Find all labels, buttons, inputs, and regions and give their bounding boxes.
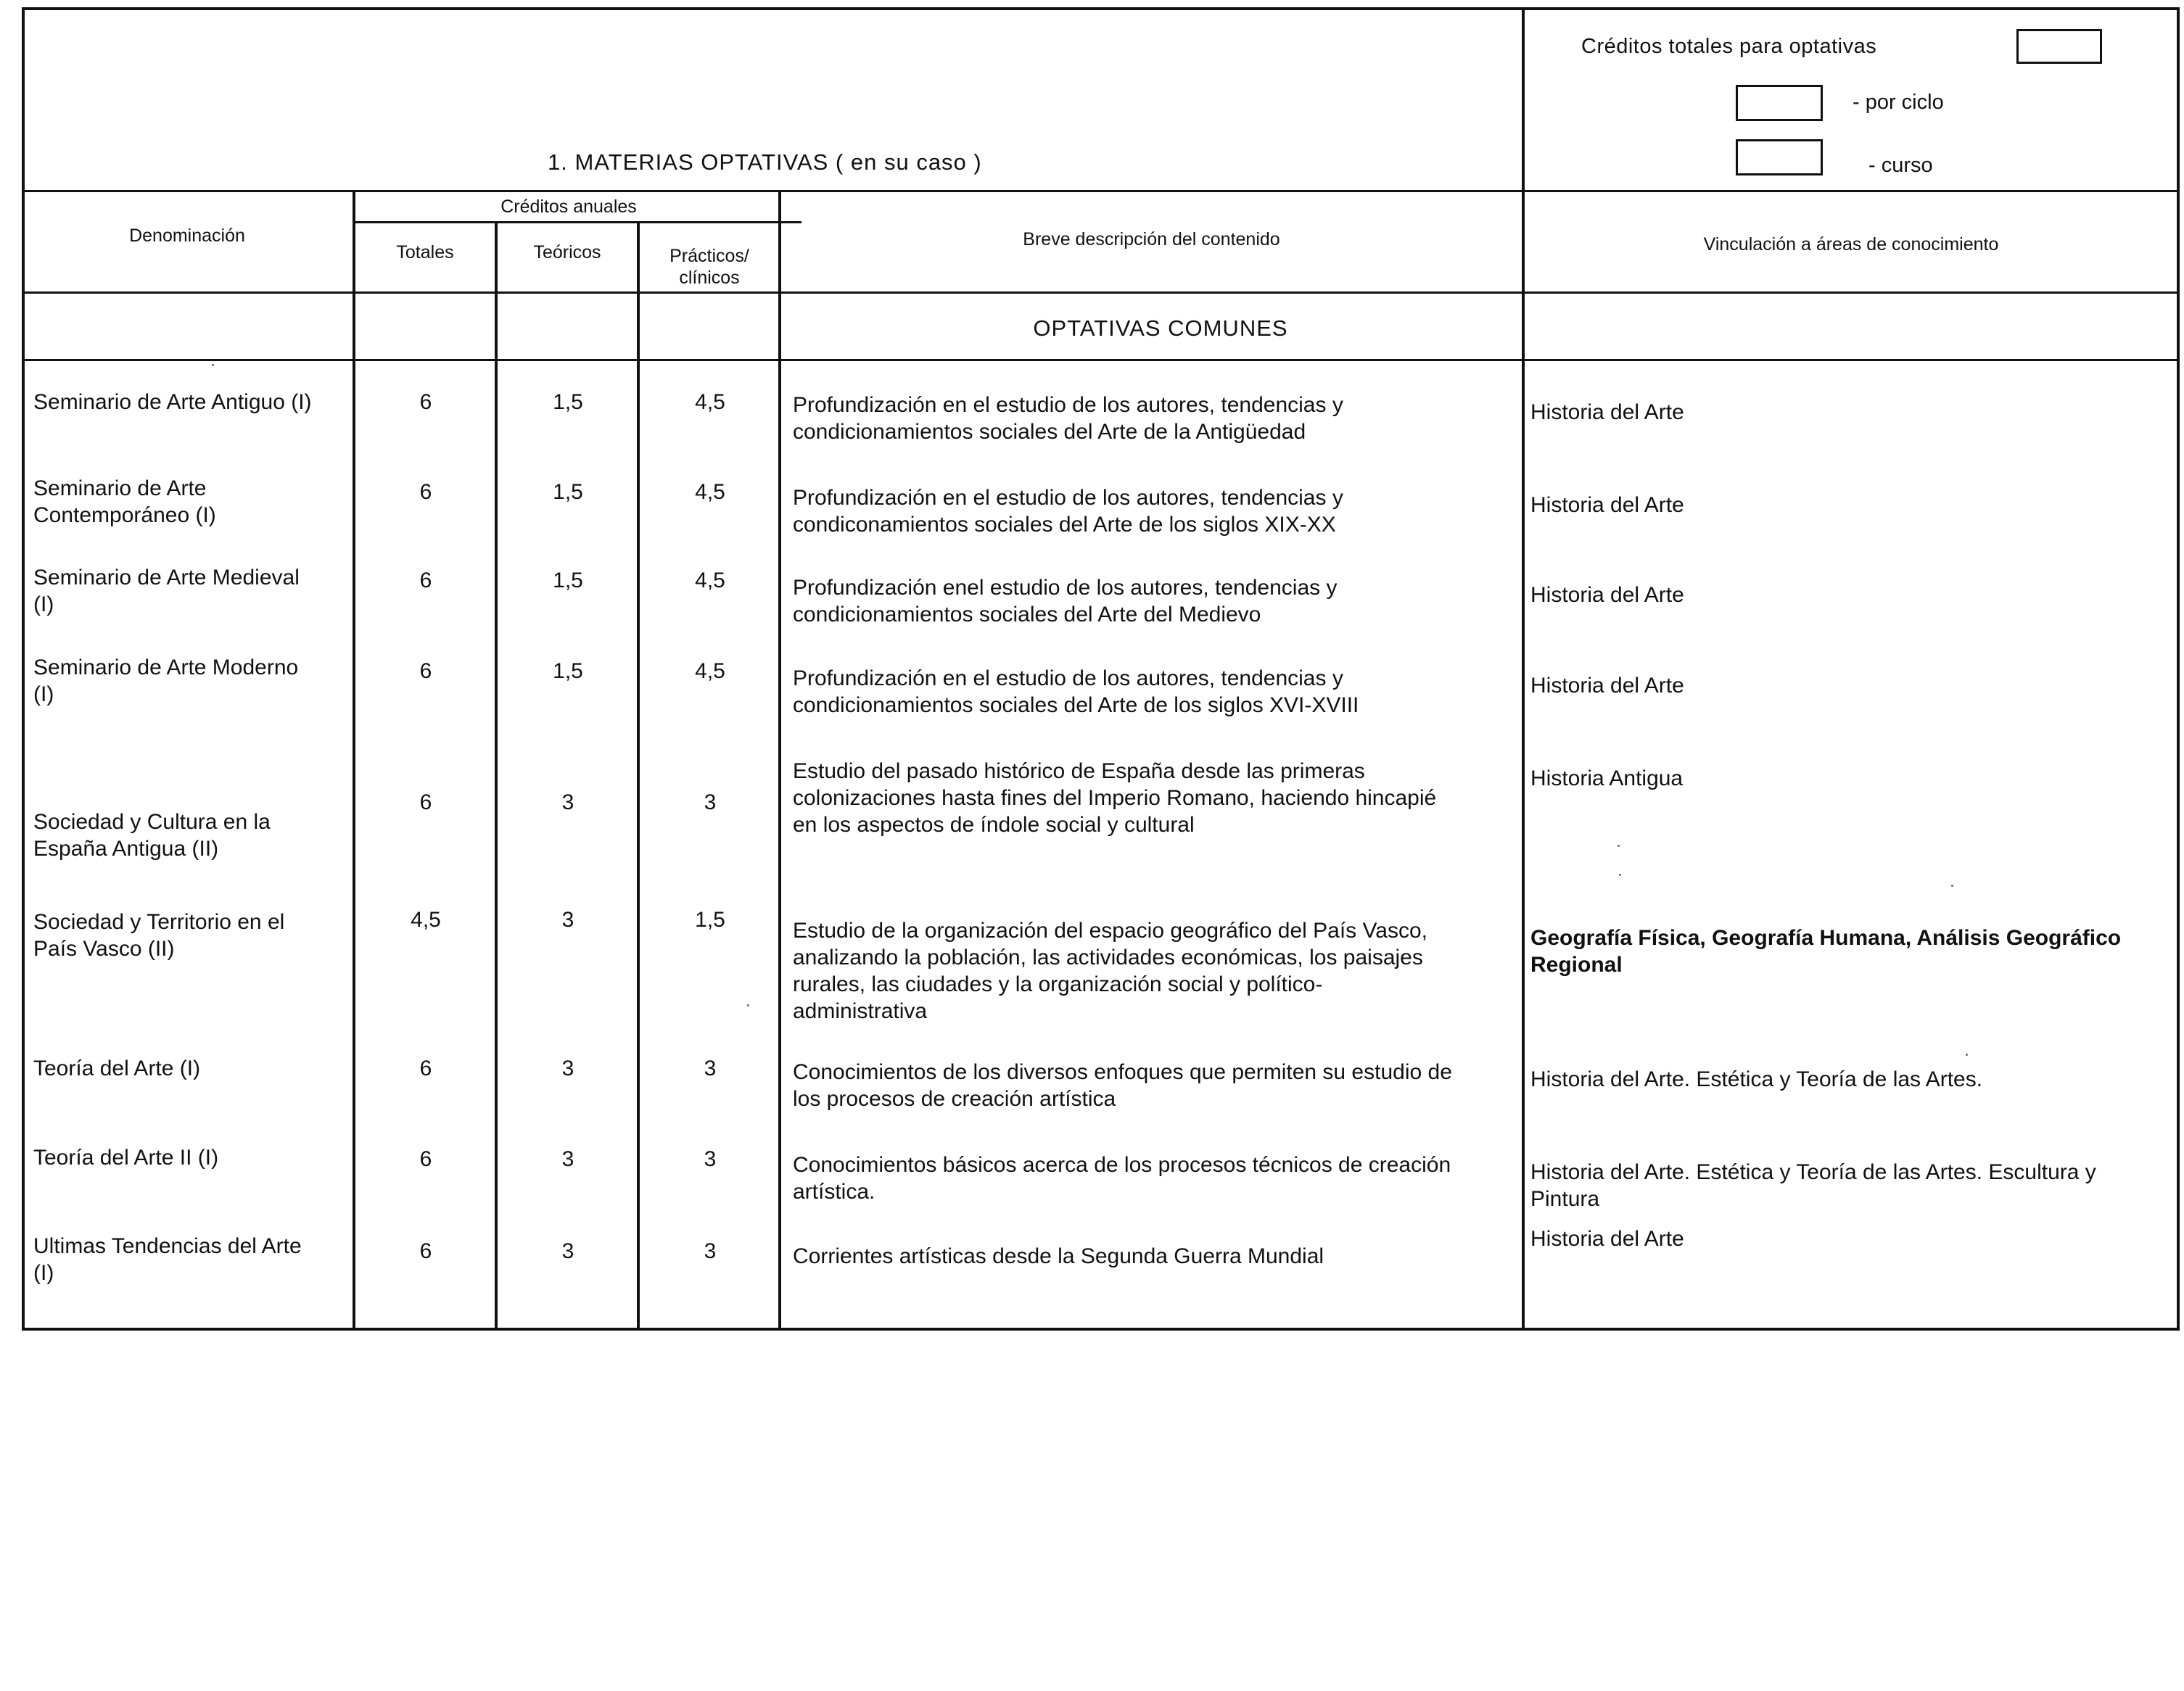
row-denominacion bbox=[33, 1055, 353, 1082]
form-title: 1. MATERIAS OPTATIVAS ( en su caso ) bbox=[548, 149, 982, 175]
header-totales: Totales bbox=[396, 242, 454, 262]
row-denominacion bbox=[33, 389, 353, 415]
row-practicos: 3 bbox=[704, 1239, 717, 1263]
row-vinculacion bbox=[1530, 1225, 2169, 1252]
row-denominacion bbox=[33, 475, 353, 529]
row-teoricos: 1,5 bbox=[553, 569, 583, 592]
course-box[interactable] bbox=[1736, 139, 1823, 175]
row-descripcion bbox=[793, 392, 1540, 445]
row-vinculacion-line: Historia del Arte bbox=[1530, 400, 1684, 424]
row-descripcion bbox=[793, 1059, 1540, 1112]
course-label: - curso bbox=[1868, 154, 1933, 177]
row-descripcion bbox=[793, 484, 1540, 538]
row-denominacion-line: Contemporáneo (I) bbox=[33, 503, 216, 527]
row-totales: 6 bbox=[419, 659, 432, 683]
scan-speck bbox=[1966, 1054, 1968, 1056]
row-vinculacion-line: Pintura bbox=[1530, 1187, 1600, 1211]
row-descripcion-line: los procesos de creación artística bbox=[793, 1087, 1116, 1111]
header-denominacion: Denominación bbox=[129, 226, 245, 246]
col-rule-2 bbox=[495, 221, 498, 1331]
row-descripcion-line: colonizaciones hasta fines del Imperio Romano, haciendo hincapié bbox=[793, 786, 1437, 810]
row-practicos: 3 bbox=[704, 1057, 717, 1080]
row-denominacion-line: Seminario de Arte Antiguo (I) bbox=[33, 390, 312, 414]
row-denominacion-line: Ultimas Tendencias del Arte bbox=[33, 1234, 302, 1258]
header-teoricos: Teóricos bbox=[533, 242, 601, 262]
row-vinculacion bbox=[1530, 492, 2169, 518]
rule-below-section bbox=[22, 359, 2180, 361]
header-practicos-line1: Prácticos/ bbox=[669, 246, 749, 266]
per-cycle-label: - por ciclo bbox=[1853, 91, 1944, 114]
col-rule-3 bbox=[637, 221, 640, 1331]
row-descripcion-line: en los aspectos de índole social y cultural bbox=[793, 813, 1195, 837]
row-descripcion bbox=[793, 665, 1540, 719]
row-denominacion-line: Seminario de Arte Moderno bbox=[33, 656, 299, 679]
row-denominacion-line: España Antigua (II) bbox=[33, 837, 219, 861]
row-denominacion bbox=[33, 909, 353, 962]
row-totales: 6 bbox=[419, 569, 432, 592]
row-totales: 6 bbox=[419, 390, 432, 414]
per-cycle-box[interactable] bbox=[1736, 85, 1823, 121]
row-denominacion-line: Teoría del Arte II (I) bbox=[33, 1146, 219, 1170]
scan-speck bbox=[212, 364, 214, 366]
row-vinculacion-line: Historia del Arte. Estética y Teoría de las Artes. Escultura y bbox=[1530, 1160, 2096, 1184]
row-descripcion-line: rurales, las ciudades y la organización social y político- bbox=[793, 972, 1323, 996]
row-denominacion bbox=[33, 1233, 353, 1286]
row-vinculacion bbox=[1530, 1066, 2169, 1093]
row-teoricos: 3 bbox=[561, 908, 574, 932]
row-practicos: 3 bbox=[704, 1147, 717, 1171]
row-descripcion-line: Estudio de la organización del espacio geográfico del País Vasco, bbox=[793, 919, 1427, 943]
row-vinculacion bbox=[1530, 925, 2169, 978]
header-practicos-line2: clínicos bbox=[679, 268, 740, 288]
row-practicos: 1,5 bbox=[695, 908, 725, 932]
credits-total-label: Créditos totales para optativas bbox=[1581, 35, 1877, 58]
row-descripcion-line: artística. bbox=[793, 1180, 875, 1204]
row-vinculacion-line: Regional bbox=[1530, 953, 1623, 977]
row-descripcion-line: condicionamientos sociales del Arte del Medievo bbox=[793, 603, 1261, 627]
row-denominacion bbox=[33, 564, 353, 618]
rule-below-headers bbox=[22, 292, 2180, 294]
row-descripcion bbox=[793, 574, 1540, 628]
row-vinculacion-line: Geografía Física, Geografía Humana, Análisis Geográfico bbox=[1530, 926, 2122, 950]
row-totales: 4,5 bbox=[411, 908, 441, 932]
col-rule-1 bbox=[353, 190, 355, 1331]
row-descripcion-line: administrativa bbox=[793, 999, 928, 1023]
row-descripcion bbox=[793, 758, 1540, 838]
row-denominacion-line: Sociedad y Territorio en el bbox=[33, 910, 285, 934]
row-totales: 6 bbox=[419, 1057, 432, 1080]
row-denominacion-line: Seminario de Arte bbox=[33, 476, 207, 500]
row-vinculacion-line: Historia del Arte. Estética y Teoría de las Artes. bbox=[1530, 1067, 1983, 1091]
row-teoricos: 3 bbox=[561, 1239, 574, 1263]
scan-speck bbox=[1619, 874, 1621, 876]
row-teoricos: 3 bbox=[561, 1147, 574, 1171]
row-denominacion-line: Teoría del Arte (I) bbox=[33, 1057, 201, 1080]
row-vinculacion bbox=[1530, 1159, 2169, 1212]
row-vinculacion-line: Historia del Arte bbox=[1530, 674, 1684, 698]
row-vinculacion-line: Historia Antigua bbox=[1530, 766, 1684, 790]
row-descripcion bbox=[793, 917, 1540, 1025]
row-descripcion-line: condicionamientos sociales del Arte de los siglos XVI-XVIII bbox=[793, 693, 1359, 717]
row-vinculacion-line: Historia del Arte bbox=[1530, 1227, 1684, 1251]
row-vinculacion-line: Historia del Arte bbox=[1530, 583, 1684, 607]
row-totales: 6 bbox=[419, 790, 432, 814]
row-teoricos: 3 bbox=[561, 1057, 574, 1080]
row-practicos: 4,5 bbox=[695, 569, 725, 592]
row-teoricos: 1,5 bbox=[553, 480, 583, 504]
row-descripcion-line: Profundización enel estudio de los autores, tendencias y bbox=[793, 576, 1338, 600]
row-practicos: 3 bbox=[704, 790, 717, 814]
row-denominacion-line: Seminario de Arte Medieval bbox=[33, 566, 300, 590]
header-practicos bbox=[640, 245, 779, 289]
row-denominacion bbox=[33, 654, 353, 708]
row-descripcion bbox=[793, 1152, 1540, 1205]
row-totales: 6 bbox=[419, 1147, 432, 1171]
row-descripcion-line: Corrientes artísticas desde la Segunda Guerra Mundial bbox=[793, 1244, 1324, 1268]
row-practicos: 4,5 bbox=[695, 659, 725, 683]
row-descripcion-line: Estudio del pasado histórico de España desde las primeras bbox=[793, 759, 1365, 783]
scan-speck bbox=[1951, 885, 1953, 887]
credits-total-box[interactable] bbox=[2016, 29, 2102, 64]
scan-speck bbox=[1618, 845, 1620, 847]
row-descripcion-line: condicionamientos sociales del Arte de la Antigüedad bbox=[793, 420, 1306, 444]
row-descripcion bbox=[793, 1243, 1540, 1270]
row-teoricos: 1,5 bbox=[553, 390, 583, 414]
rule-credits-anuales bbox=[355, 221, 802, 223]
scan-speck bbox=[747, 1004, 749, 1006]
row-descripcion-line: Profundización en el estudio de los autores, tendencias y bbox=[793, 666, 1343, 690]
row-denominacion-line: País Vasco (II) bbox=[33, 937, 175, 961]
row-descripcion-line: Conocimientos de los diversos enfoques que permiten su estudio de bbox=[793, 1060, 1452, 1084]
header-creditos-anuales: Créditos anuales bbox=[500, 197, 637, 217]
row-descripcion-line: Conocimientos básicos acerca de los procesos técnicos de creación bbox=[793, 1153, 1451, 1177]
row-vinculacion-line: Historia del Arte bbox=[1530, 493, 1684, 517]
row-practicos: 4,5 bbox=[695, 480, 725, 504]
rule-below-title bbox=[22, 190, 2180, 192]
row-denominacion-line: Sociedad y Cultura en la bbox=[33, 810, 271, 834]
header-vinculacion: Vinculación a áreas de conocimiento bbox=[1703, 234, 1999, 255]
row-totales: 6 bbox=[419, 1239, 432, 1263]
row-teoricos: 1,5 bbox=[553, 659, 583, 683]
row-vinculacion bbox=[1530, 399, 2169, 426]
row-descripcion-line: analizando la población, las actividades económicas, los paisajes bbox=[793, 946, 1423, 969]
row-vinculacion bbox=[1530, 765, 2169, 792]
row-descripcion-line: condiconamientos sociales del Arte de los siglos XIX-XX bbox=[793, 513, 1336, 537]
row-denominacion-line: (I) bbox=[33, 682, 54, 706]
row-denominacion bbox=[33, 809, 353, 862]
row-totales: 6 bbox=[419, 480, 432, 504]
form-sheet bbox=[22, 7, 2180, 1331]
row-teoricos: 3 bbox=[561, 790, 574, 814]
row-denominacion bbox=[33, 1144, 353, 1171]
row-practicos: 4,5 bbox=[695, 390, 725, 414]
row-vinculacion bbox=[1530, 672, 2169, 699]
row-vinculacion bbox=[1530, 582, 2169, 608]
section-title: OPTATIVAS COMUNES bbox=[1033, 315, 1288, 341]
row-descripcion-line: Profundización en el estudio de los autores, tendencias y bbox=[793, 393, 1343, 417]
header-descripcion: Breve descripción del contenido bbox=[1023, 229, 1280, 249]
row-denominacion-line: (I) bbox=[33, 1261, 54, 1285]
row-descripcion-line: Profundización en el estudio de los autores, tendencias y bbox=[793, 486, 1343, 510]
row-denominacion-line: (I) bbox=[33, 592, 54, 616]
